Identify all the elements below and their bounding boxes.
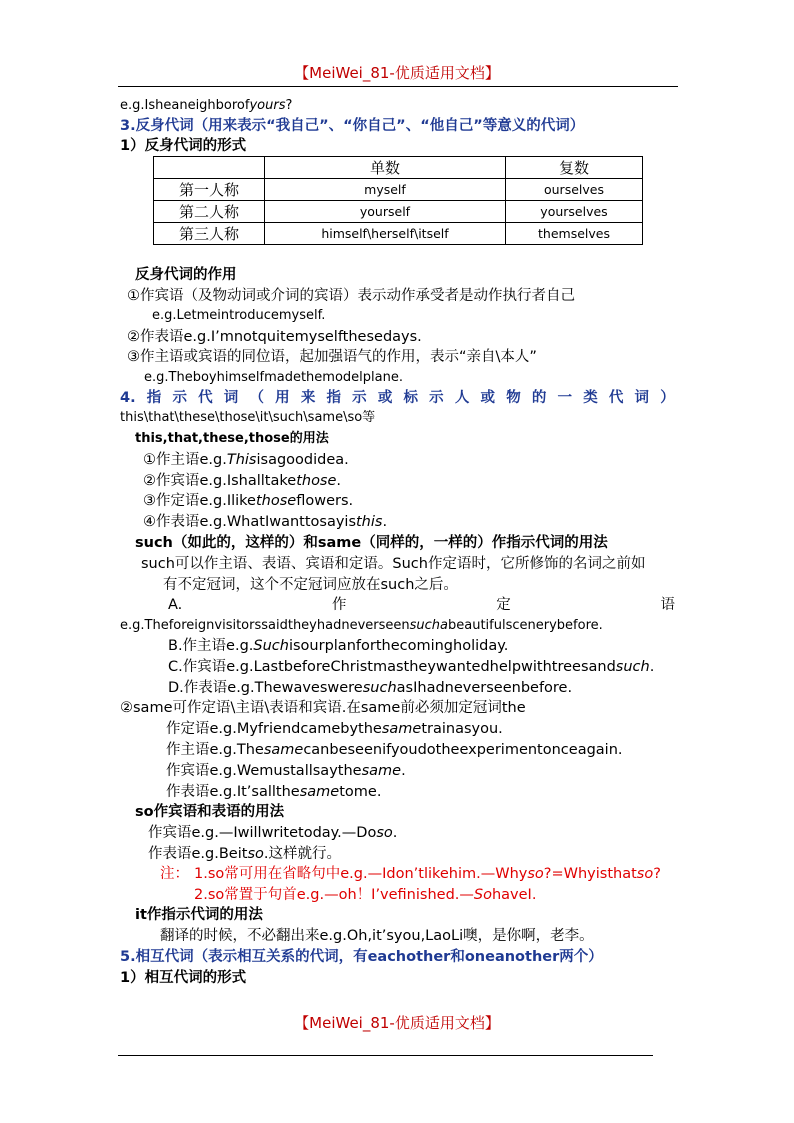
section4-title-char: 代	[198, 390, 213, 406]
note-label: 注：	[160, 866, 189, 882]
section4-title-char: 的	[531, 390, 547, 406]
this-use-4: ④作表语e.g.WhatIwanttosayisthis.	[143, 514, 388, 530]
section4-title-char: 指	[326, 390, 341, 406]
section4-title-char: 来	[300, 390, 316, 406]
section4-title-char: 物	[506, 390, 521, 406]
such-a-heading-part: 语	[660, 597, 675, 613]
this-that-title: this,that,these,those的用法	[135, 431, 329, 446]
table-cell: yourself	[265, 201, 506, 223]
table-cell: himself\herself\itself	[265, 223, 506, 245]
such-a-example: e.g.Theforeignvisitorssaidtheyhadneverseensuchabeautifulscenerybefore.	[120, 618, 603, 633]
section4-title-char: 示	[172, 390, 187, 406]
section4-title-char: 用	[275, 390, 290, 406]
table-header-cell: 单数	[265, 157, 506, 179]
section4-title-char: 或	[480, 390, 496, 406]
such-a-heading	[168, 595, 675, 615]
section4-title-char: 4.	[120, 390, 136, 406]
section4-title-char: （	[249, 390, 264, 406]
header-rule	[118, 86, 678, 87]
same-title: ②same可作定语\主语\表语和宾语.在same前必须加定冠词the	[120, 700, 526, 716]
such-c: C.作宾语e.g.LastbeforeChristmastheywantedhelpwithtreesandsuch.	[168, 659, 655, 675]
it-title: it作指示代词的用法	[135, 907, 263, 923]
role-2: ②作表语e.g.I’mnotquitemyselfthesedays.	[127, 329, 422, 345]
table-cell: 第一人称	[154, 179, 265, 201]
page-header: 【MeiWei_81-优质适用文档】	[294, 64, 500, 82]
page-footer: 【MeiWei_81-优质适用文档】	[294, 1014, 500, 1032]
role-1-example: e.g.Letmeintroducemyself.	[152, 308, 326, 323]
such-same-title: such（如此的，这样的）和same（同样的，一样的）作指示代词的用法	[135, 535, 608, 551]
section4-title-char: 词	[223, 390, 239, 406]
same-use-4: 作表语e.g.It’sallthesametome.	[166, 784, 382, 800]
section4-title-char: 一	[557, 390, 573, 406]
note-2: 2.so常置于句首e.g.—oh！I’vefinished.—SohaveI.	[194, 887, 537, 903]
same-use-2: 作主语e.g.Thesamecanbeseenifyoudotheexperimentonceagain.	[166, 742, 623, 758]
section4-title-char: ）	[660, 390, 675, 406]
so-use-2: 作表语e.g.Beitso.这样就行。	[148, 846, 341, 862]
role-3: ③作主语或宾语的同位语，起加强语气的作用，表示“亲自\本人”	[127, 349, 537, 365]
such-a-heading-part: A.	[168, 597, 183, 613]
such-paragraph-1: such可以作主语、表语、宾语和定语。Such作定语时，它所修饰的名词之前如	[141, 556, 646, 572]
note-1: 1.so常可用在省略句中e.g.—Idon’tlikehim.—Whyso?=Whyisthatso?	[194, 866, 661, 882]
such-a-heading-part: 作	[332, 597, 347, 613]
section4-title-char: 或	[377, 390, 393, 406]
this-use-2: ②作宾语e.g.Ishalltakethose.	[143, 473, 342, 489]
section4-title-char: 词	[634, 390, 650, 406]
table-row	[154, 179, 643, 201]
role-1: ①作宾语（及物动词或介词的宾语）表示动作承受者是动作执行者自己	[127, 288, 575, 304]
table-cell: ourselves	[505, 179, 642, 201]
same-use-3: 作宾语e.g.Wemustallsaythesame.	[166, 763, 406, 779]
section4-title-char: 标	[403, 390, 418, 406]
table-cell: 第二人称	[154, 201, 265, 223]
reflexive-pronoun-table	[153, 156, 643, 245]
footer-rule	[118, 1055, 653, 1056]
table-header-cell: 复数	[505, 157, 642, 179]
table-cell: myself	[265, 179, 506, 201]
so-use-1: 作宾语e.g.—Iwillwritetoday.—Doso.	[148, 825, 398, 841]
such-paragraph-2: 有不定冠词，这个不定冠词应放在such之后。	[163, 577, 458, 593]
section4-title-char: 类	[583, 390, 598, 406]
section4-title-char: 代	[608, 390, 624, 406]
section4-title-char: 指	[146, 390, 162, 406]
section5-subtitle: 1）相互代词的形式	[120, 970, 247, 986]
table-row	[154, 223, 643, 245]
such-b: B.作主语e.g.Suchisourplanforthecomingholiday.	[168, 638, 509, 654]
this-use-1: ①作主语e.g.Thisisagoodidea.	[143, 452, 349, 468]
section4-title-char: 示	[352, 390, 367, 406]
section4-title-char: 示	[429, 390, 444, 406]
section4-title-char: 人	[454, 390, 470, 406]
role-3-example: e.g.Theboyhimselfmadethemodelplane.	[144, 370, 403, 385]
same-use-1: 作定语e.g.Myfriendcamebythesametrainasyou.	[166, 721, 503, 737]
so-title: so作宾语和表语的用法	[135, 804, 285, 820]
example-yours: e.g.Isheaneighborofyours?	[120, 98, 293, 113]
table-cell: 第三人称	[154, 223, 265, 245]
section5-title: 5.相互代词（表示相互关系的代词，有eachother和oneanother两个）	[120, 949, 603, 965]
table-cell: yourselves	[505, 201, 642, 223]
section4-title	[120, 388, 675, 408]
such-d: D.作表语e.g.ThewavesweresuchasIhadneverseenbefore.	[168, 680, 573, 696]
table-cell: themselves	[505, 223, 642, 245]
this-use-3: ③作定语e.g.Ilikethoseflowers.	[143, 493, 354, 509]
it-paragraph: 翻译的时候，不必翻出来e.g.Oh,it’syou,LaoLi噢，是你啊，老李。	[160, 928, 594, 944]
table-row	[154, 201, 643, 223]
demonstrative-list: this\that\these\those\it\such\same\so等	[120, 410, 376, 425]
table-header-row	[154, 157, 643, 179]
role-title: 反身代词的作用	[135, 267, 237, 283]
section3-subtitle: 1）反身代词的形式	[120, 138, 247, 154]
section3-title: 3.反身代词（用来表示“我自己”、“你自己”、“他自己”等意义的代词）	[120, 118, 585, 134]
such-a-heading-part: 定	[496, 597, 511, 613]
table-header-cell	[154, 157, 265, 179]
